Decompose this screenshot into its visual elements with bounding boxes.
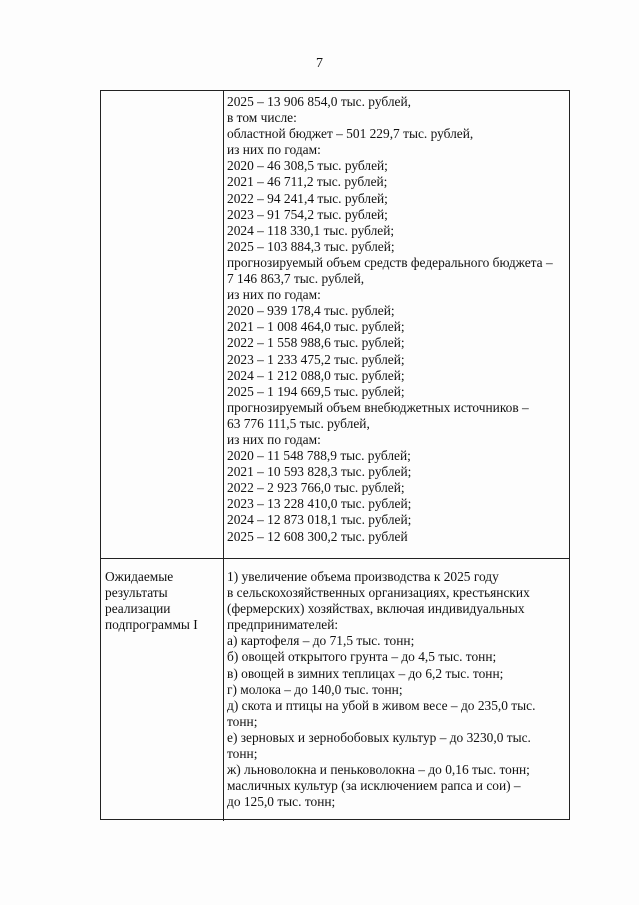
text-line: б) овощей открытого грунта – до 4,5 тыс. тонн; bbox=[227, 649, 497, 665]
text-line: тонн; bbox=[227, 746, 258, 762]
text-line: 2024 – 12 873 018,1 тыс. рублей; bbox=[227, 512, 412, 528]
table-row-expected-results bbox=[101, 559, 569, 821]
text-line: 63 776 111,5 тыс. рублей, bbox=[227, 415, 370, 431]
column-divider bbox=[223, 91, 224, 558]
text-line: 2025 – 1 194 669,5 тыс. рублей; bbox=[227, 383, 405, 399]
text-line: Ожидаемые bbox=[105, 569, 174, 584]
text-line: 2021 – 46 711,2 тыс. рублей; bbox=[227, 174, 388, 190]
text-line: 2020 – 46 308,5 тыс. рублей; bbox=[227, 158, 388, 174]
text-line: прогнозируемый объем внебюджетных источников – bbox=[227, 399, 529, 415]
text-line: из них по годам: bbox=[227, 287, 321, 303]
text-line: до 125,0 тыс. тонн; bbox=[227, 794, 336, 810]
text-line: подпрограммы I bbox=[105, 617, 198, 633]
text-line: 2023 – 13 228 410,0 тыс. рублей; bbox=[227, 496, 412, 512]
text-line: 2022 – 1 558 988,6 тыс. рублей; bbox=[227, 335, 405, 351]
text-line: предпринимателей: bbox=[227, 617, 339, 633]
text-line: в том числе: bbox=[227, 110, 297, 126]
text-line: прогнозируемый объем средств федерального бюджета – bbox=[227, 254, 553, 270]
text-line: 2025 – 103 884,3 тыс. рублей; bbox=[227, 238, 395, 254]
text-line: 2024 – 118 330,1 тыс. рублей; bbox=[227, 222, 395, 238]
text-line: тонн; bbox=[227, 713, 258, 729]
text-line: 2025 – 12 608 300,2 тыс. рублей bbox=[227, 528, 408, 544]
text-line: масличных культур (за исключением рапса и сои) – bbox=[227, 778, 521, 794]
text-line: в сельскохозяйственных организациях, крестьянских bbox=[227, 585, 530, 601]
row-label-cell bbox=[105, 569, 221, 633]
text-line: из них по годам: bbox=[227, 431, 321, 447]
funding-text-cell bbox=[227, 94, 571, 545]
text-line: 2023 – 91 754,2 тыс. рублей; bbox=[227, 206, 388, 222]
text-line: 2020 – 939 178,4 тыс. рублей; bbox=[227, 303, 395, 319]
text-line: в) овощей в зимних теплицах – до 6,2 тыс. тонн; bbox=[227, 665, 504, 681]
text-line: д) скота и птицы на убой в живом весе – до 235,0 тыс. bbox=[227, 697, 536, 713]
text-line: 2021 – 1 008 464,0 тыс. рублей; bbox=[227, 319, 405, 335]
text-line: 2021 – 10 593 828,3 тыс. рублей; bbox=[227, 464, 412, 480]
text-line: реализации bbox=[105, 601, 171, 617]
text-line: результаты bbox=[105, 585, 168, 601]
text-line: областной бюджет – 501 229,7 тыс. рублей, bbox=[227, 126, 474, 142]
text-line: 2022 – 94 241,4 тыс. рублей; bbox=[227, 190, 388, 206]
table-row-funding bbox=[101, 91, 569, 559]
text-line: из них по годам: bbox=[227, 142, 321, 158]
text-line: е) зерновых и зернобобовых культур – до 3230,0 тыс. bbox=[227, 729, 531, 745]
text-line: 2022 – 2 923 766,0 тыс. рублей; bbox=[227, 480, 405, 496]
text-line: г) молока – до 140,0 тыс. тонн; bbox=[227, 681, 403, 697]
text-line: 2025 – 13 906 854,0 тыс. рублей, bbox=[227, 94, 411, 109]
text-line: 2020 – 11 548 788,9 тыс. рублей; bbox=[227, 448, 411, 464]
text-line: 1) увеличение объема производства к 2025 году bbox=[227, 569, 499, 584]
text-line: 2023 – 1 233 475,2 тыс. рублей; bbox=[227, 351, 405, 367]
text-line: 2024 – 1 212 088,0 тыс. рублей; bbox=[227, 367, 405, 383]
page-number: 7 bbox=[316, 56, 323, 71]
text-line: (фермерских) хозяйствах, включая индивидуальных bbox=[227, 601, 525, 617]
column-divider bbox=[223, 559, 224, 821]
text-line: 7 146 863,7 тыс. рублей, bbox=[227, 271, 365, 287]
text-line: ж) льноволокна и пеньковолокна – до 0,16 тыс. тонн; bbox=[227, 762, 530, 778]
text-line: а) картофеля – до 71,5 тыс. тонн; bbox=[227, 633, 415, 649]
results-text-cell bbox=[227, 569, 571, 810]
program-table bbox=[100, 90, 570, 820]
